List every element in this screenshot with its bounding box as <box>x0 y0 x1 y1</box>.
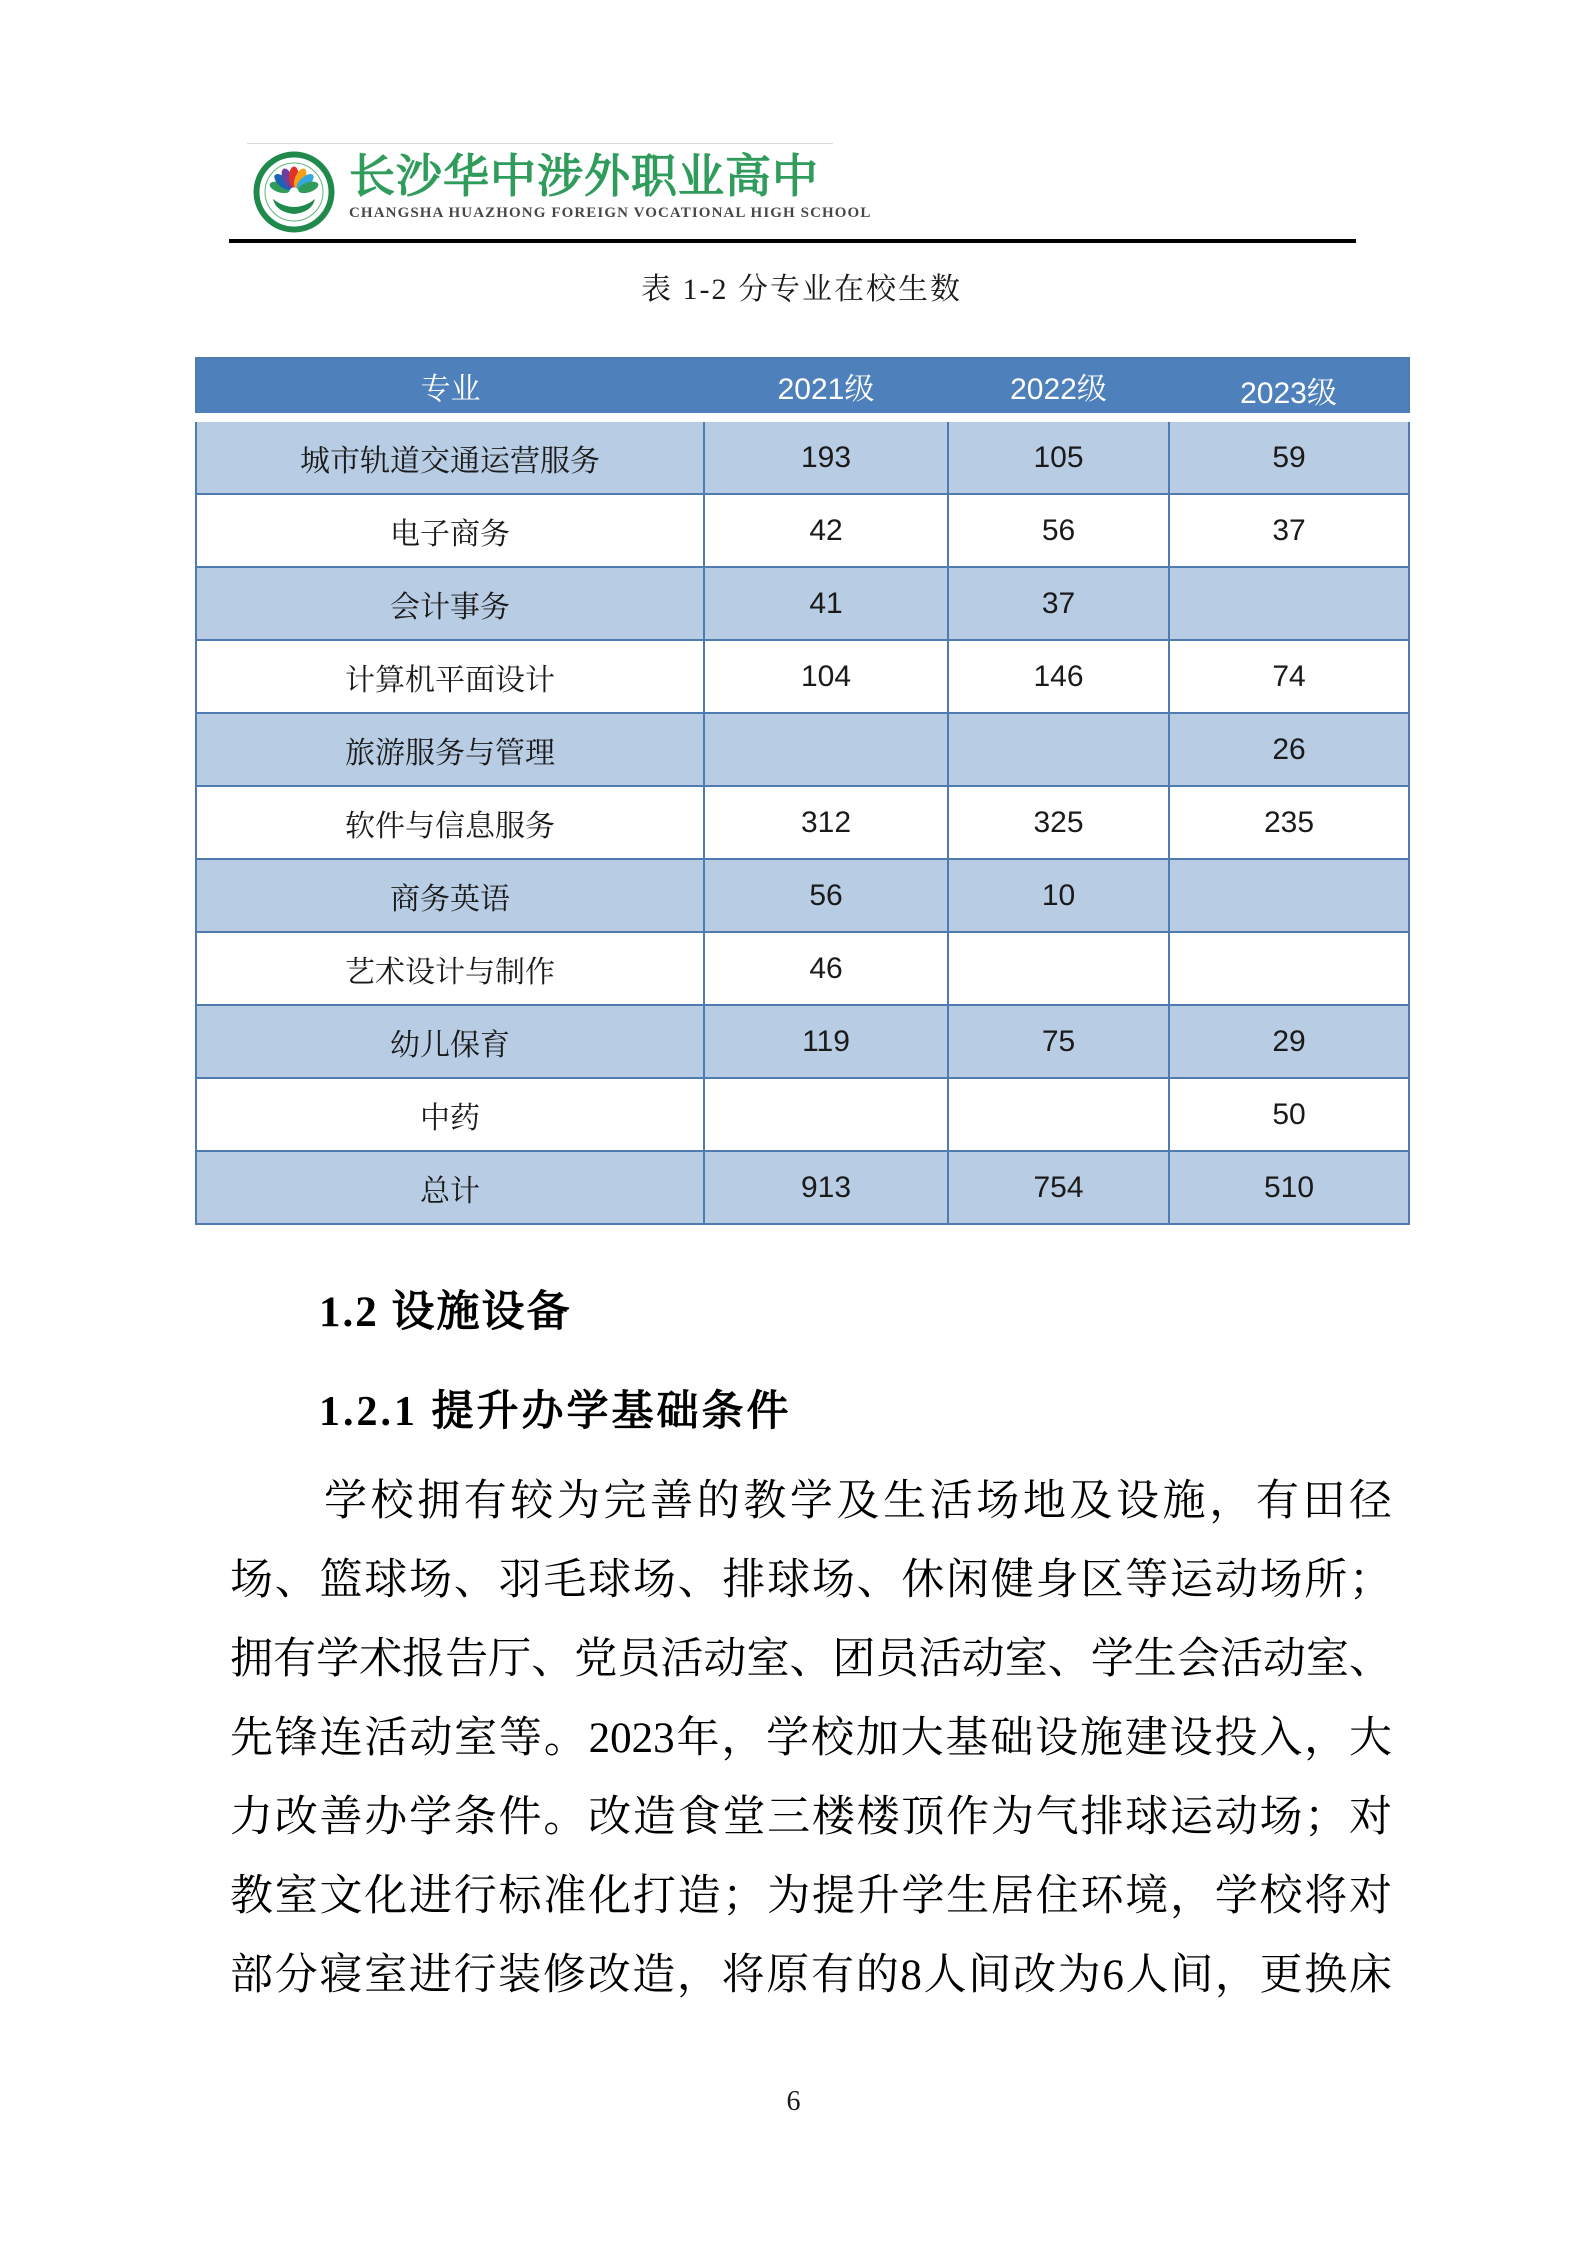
page-number: 6 <box>786 2086 801 2117</box>
cell-2023 <box>1169 567 1409 640</box>
paragraph-line: 部分寝室进行装修改造，将原有的8人间改为6人间，更换床 <box>230 1952 1392 1999</box>
table-row <box>196 494 1409 567</box>
school-name-block <box>349 151 872 222</box>
cell-2022 <box>948 713 1169 786</box>
subsection-heading: 1.2.1 提升办学基础条件 <box>319 1389 792 1435</box>
cell-2021: 119 <box>704 1005 948 1078</box>
table-row <box>196 932 1409 1005</box>
cell-major: 艺术设计与制作 <box>196 932 704 1005</box>
cell-major: 幼儿保育 <box>196 1005 704 1078</box>
cell-major: 城市轨道交通运营服务 <box>196 418 704 495</box>
paragraph-line: 力改善办学条件。改造食堂三楼楼顶作为气排球运动场；对 <box>230 1794 1392 1841</box>
table-row <box>196 786 1409 859</box>
cell-2023: 29 <box>1169 1005 1409 1078</box>
cell-2023: 510 <box>1169 1151 1409 1224</box>
section-heading: 1.2 设施设备 <box>319 1289 572 1336</box>
cell-2023: 26 <box>1169 713 1409 786</box>
cell-2023: 235 <box>1169 786 1409 859</box>
school-emblem-icon <box>253 151 335 233</box>
cell-2022: 754 <box>948 1151 1169 1224</box>
col-header-2022: 2022级 <box>948 358 1169 418</box>
enrollment-table <box>195 357 1410 1225</box>
cell-2022 <box>948 932 1169 1005</box>
table-row <box>196 418 1409 495</box>
cell-2021: 41 <box>704 567 948 640</box>
cell-2021: 46 <box>704 932 948 1005</box>
cell-2022: 146 <box>948 640 1169 713</box>
cell-major: 商务英语 <box>196 859 704 932</box>
cell-2022: 325 <box>948 786 1169 859</box>
cell-2021: 312 <box>704 786 948 859</box>
table-header-row <box>196 358 1409 418</box>
table-row <box>196 713 1409 786</box>
cell-2021: 913 <box>704 1151 948 1224</box>
cell-2022: 37 <box>948 567 1169 640</box>
table-row <box>196 859 1409 932</box>
cell-2022 <box>948 1078 1169 1151</box>
cell-major: 总计 <box>196 1151 704 1224</box>
cell-2021: 56 <box>704 859 948 932</box>
cell-major: 旅游服务与管理 <box>196 713 704 786</box>
col-header-2023: 2023级 <box>1169 358 1409 418</box>
table-row-total <box>196 1151 1409 1224</box>
cell-2023: 50 <box>1169 1078 1409 1151</box>
school-name-english: CHANGSHA HUAZHONG FOREIGN VOCATIONAL HIGH SCHOOL <box>349 205 872 221</box>
col-header-major: 专业 <box>196 358 704 418</box>
cell-2021 <box>704 713 948 786</box>
cell-major: 中药 <box>196 1078 704 1151</box>
cell-2021: 193 <box>704 418 948 495</box>
school-logo <box>247 143 872 240</box>
cell-2023: 59 <box>1169 418 1409 495</box>
paragraph-line: 教室文化进行标准化打造；为提升学生居住环境，学校将对 <box>230 1873 1392 1920</box>
paragraph-line: 学校拥有较为完善的教学及生活场地及设施，有田径 <box>324 1478 1392 1525</box>
cell-2021 <box>704 1078 948 1151</box>
cell-2021: 42 <box>704 494 948 567</box>
table-caption: 表 1-2 分专业在校生数 <box>641 273 962 306</box>
body-paragraph <box>230 1462 1392 2015</box>
cell-2023 <box>1169 859 1409 932</box>
table-row <box>196 1078 1409 1151</box>
paragraph-line: 先锋连活动室等。2023年，学校加大基础设施建设投入，大 <box>230 1715 1392 1762</box>
cell-2022: 75 <box>948 1005 1169 1078</box>
cell-major: 会计事务 <box>196 567 704 640</box>
paragraph-line: 拥有学术报告厅、党员活动室、团员活动室、学生会活动室、 <box>230 1636 1392 1683</box>
table-row <box>196 640 1409 713</box>
cell-major: 软件与信息服务 <box>196 786 704 859</box>
col-header-2021: 2021级 <box>704 358 948 418</box>
cell-2021: 104 <box>704 640 948 713</box>
cell-2022: 56 <box>948 494 1169 567</box>
cell-2022: 10 <box>948 859 1169 932</box>
cell-2022: 105 <box>948 418 1169 495</box>
paragraph-line: 场、篮球场、羽毛球场、排球场、休闲健身区等运动场所； <box>230 1557 1392 1604</box>
table-row <box>196 1005 1409 1078</box>
cell-major: 电子商务 <box>196 494 704 567</box>
cell-2023 <box>1169 932 1409 1005</box>
cell-2023: 74 <box>1169 640 1409 713</box>
table-row <box>196 567 1409 640</box>
cell-2023: 37 <box>1169 494 1409 567</box>
school-name-chinese: 长沙华中涉外职业高中 <box>349 151 819 202</box>
cell-major: 计算机平面设计 <box>196 640 704 713</box>
header-divider <box>229 239 1356 243</box>
